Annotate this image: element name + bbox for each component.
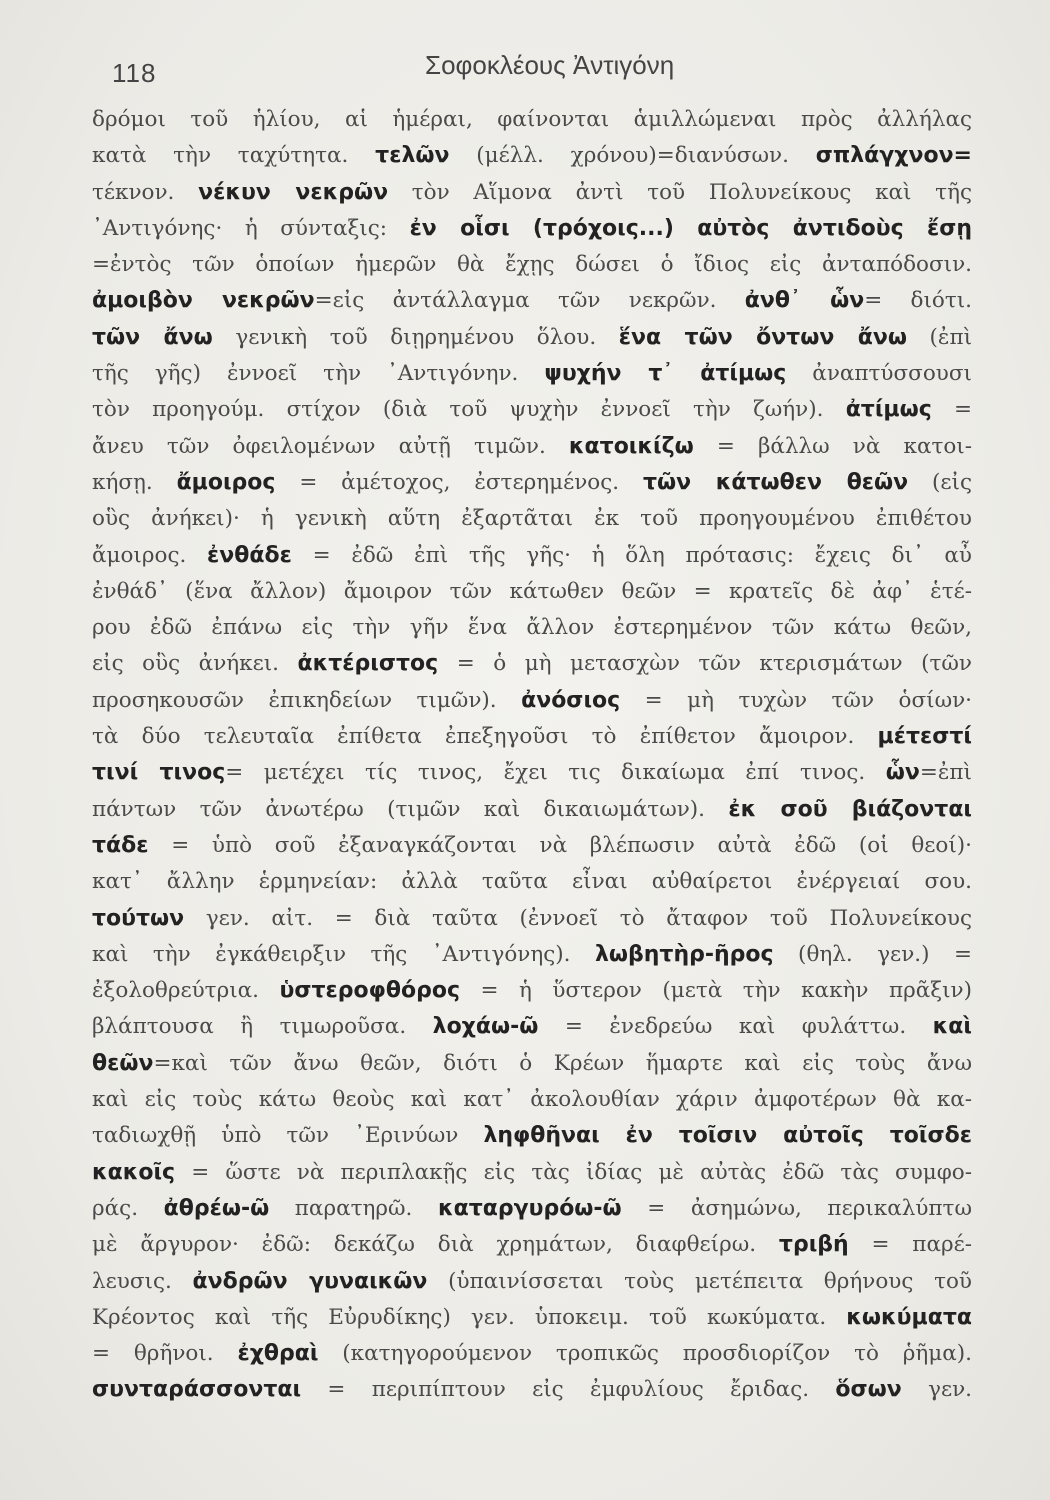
text-line bbox=[92, 1191, 972, 1227]
text-line bbox=[92, 1082, 972, 1118]
text-line bbox=[92, 1155, 972, 1191]
gloss-text: ρου ἐδῶ ἐπάνω εἰς τὴν γῆν ἕνα ἄλλον ἐστερημένον τῶν κάτω θεῶν, bbox=[92, 615, 972, 641]
gloss-text: = bbox=[931, 397, 972, 423]
lemma-headword: ἀμοιβὸν νεκρῶν bbox=[92, 288, 315, 314]
gloss-text: προσηκουσῶν ἐπικηδείων τιμῶν). bbox=[92, 687, 522, 713]
text-line bbox=[92, 864, 972, 900]
gloss-text: (μέλλ. χρόνου)=διανύσων. bbox=[449, 143, 816, 169]
gloss-text: ἐνθάδ᾿ (ἕνα ἄλλον) ἄμοιρον τῶν κάτωθεν θεῶν = κρατεῖς δὲ ἀφ᾿ ἑτέ- bbox=[92, 578, 972, 604]
gloss-text: εἰς οὓς ἀνήκει. bbox=[92, 651, 298, 677]
lemma-headword: θεῶν bbox=[92, 1050, 154, 1076]
lemma-headword: κατοικίζω bbox=[568, 433, 694, 459]
lemma-headword: σπλάγχνον= bbox=[815, 143, 972, 169]
page-number: 118 bbox=[112, 58, 157, 88]
gloss-text: = περιπίπτουν εἰς ἐμφυλίους ἔριδας. bbox=[301, 1377, 836, 1403]
text-line bbox=[92, 247, 972, 283]
text-line bbox=[92, 719, 972, 755]
lemma-headword: κωκύματα bbox=[846, 1304, 972, 1330]
lemma-headword: τάδε bbox=[92, 832, 149, 858]
text-line bbox=[92, 1264, 972, 1300]
lemma-headword: καταργυρόω-ῶ bbox=[437, 1195, 622, 1221]
text-line bbox=[92, 175, 972, 211]
gloss-text: τέκνον. bbox=[92, 179, 199, 205]
gloss-text: τῆς γῆς) ἐννοεῖ τὴν ᾿Αντιγόνην. bbox=[92, 361, 545, 387]
gloss-text: = διότι. bbox=[864, 288, 972, 314]
text-line bbox=[92, 973, 972, 1009]
lemma-headword: κακοῖς bbox=[92, 1159, 176, 1185]
text-line bbox=[92, 792, 972, 828]
lemma-headword: ἐχθραὶ bbox=[237, 1341, 319, 1367]
lemma-headword: τῶν κάτωθεν θεῶν bbox=[642, 469, 909, 495]
lemma-headword: λωβητὴρ-ῆρος bbox=[594, 941, 774, 967]
lemma-headword: τούτων bbox=[92, 905, 185, 931]
gloss-text: = μὴ τυχὼν τῶν ὁσίων· bbox=[620, 687, 972, 713]
lemma-headword: μέτεστί bbox=[877, 724, 972, 750]
lemma-headword: ἐνθάδε bbox=[207, 542, 292, 568]
gloss-text: τὸν προηγούμ. στίχον (διὰ τοῦ ψυχὴν ἐννοεῖ τὴν ζωήν). bbox=[92, 397, 846, 423]
lemma-headword: ὑστεροφθόρος bbox=[279, 978, 460, 1004]
text-line bbox=[92, 646, 972, 682]
gloss-text: =εἰς ἀντάλλαγμα τῶν νεκρῶν. bbox=[314, 288, 745, 314]
gloss-text: ταδιωχθῇ ὑπὸ τῶν ᾿Ερινύων bbox=[92, 1123, 484, 1149]
text-line bbox=[92, 1227, 972, 1263]
gloss-text: ἄμοιρος. bbox=[92, 542, 208, 568]
lemma-headword: ἀνδρῶν γυναικῶν bbox=[192, 1268, 428, 1294]
text-line bbox=[92, 1300, 972, 1336]
gloss-text: τὰ δύο τελευταῖα ἐπίθετα ἐπεξηγοῦσι τὸ ἐπίθετον ἄμοιρον. bbox=[92, 724, 878, 750]
lemma-headword: ἀθρέω-ῶ bbox=[163, 1195, 270, 1221]
text-line bbox=[92, 392, 972, 428]
gloss-text: =ἐπὶ bbox=[919, 760, 972, 786]
lemma-headword: ἀνόσιος bbox=[521, 687, 621, 713]
gloss-text: = ἐνεδρεύω καὶ φυλάττω. bbox=[538, 1014, 933, 1040]
text-line bbox=[92, 1046, 972, 1082]
gloss-text: γεν. αἰτ. = διὰ ταῦτα (ἐννοεῖ τὸ ἄταφον τοῦ Πολυνείκους bbox=[184, 905, 972, 931]
lemma-headword: ἐν οἷσι (τρόχοις...) αὐτὸς ἀντιδοὺς ἔσῃ bbox=[409, 215, 972, 241]
gloss-text: = ὁ μὴ μετασχὼν τῶν κτερισμάτων (τῶν bbox=[438, 651, 972, 677]
lemma-headword: λοχάω-ῶ bbox=[432, 1014, 539, 1040]
lemma-headword: νέκυν νεκρῶν bbox=[198, 179, 389, 205]
running-title: Σοφοκλέους Ἀντιγόνη bbox=[425, 50, 675, 80]
gloss-text: (ἐπὶ bbox=[906, 324, 972, 350]
gloss-text: γενικὴ τοῦ διῃρημένου ὅλου. bbox=[212, 324, 619, 350]
lemma-headword: τελῶν bbox=[375, 143, 450, 169]
gloss-text: οὓς ἀνήκει)· ἡ γενικὴ αὕτη ἐξαρτᾶται ἐκ τοῦ προηγουμένου ἐπιθέτου bbox=[92, 506, 972, 532]
gloss-text: = μετέχει τίς τινος, ἔχει τις δικαίωμα ἐπί τινος. bbox=[225, 760, 886, 786]
gloss-text: = ἐδῶ ἐπὶ τῆς γῆς· ἡ ὅλη πρότασις: ἔχεις δι᾿ αὖ bbox=[291, 542, 972, 568]
text-line bbox=[92, 283, 972, 319]
gloss-text: κήσῃ. bbox=[92, 469, 177, 495]
lemma-headword: τῶν ἄνω bbox=[92, 324, 213, 350]
gloss-text: ἄνευ τῶν ὀφειλομένων αὐτῇ τιμῶν. bbox=[92, 433, 569, 459]
gloss-text: καὶ τὴν ἐγκάθειρξιν τῆς ᾿Αντιγόνης). bbox=[92, 941, 595, 967]
lemma-headword: συνταράσσονται bbox=[92, 1377, 302, 1403]
gloss-text: παρατηρῶ. bbox=[269, 1195, 438, 1221]
text-line bbox=[92, 1336, 972, 1372]
text-line bbox=[92, 102, 972, 138]
text-line bbox=[92, 320, 972, 356]
gloss-text: μὲ ἄργυρον· ἐδῶ: δεκάζω διὰ χρημάτων, διαφθείρω. bbox=[92, 1232, 779, 1258]
text-line bbox=[92, 138, 972, 174]
gloss-text: βλάπτουσα ἢ τιμωροῦσα. bbox=[92, 1014, 433, 1040]
text-line bbox=[92, 755, 972, 791]
text-line bbox=[92, 356, 972, 392]
gloss-text: =ἐντὸς τῶν ὁποίων ἡμερῶν θὰ ἔχῃς δώσει ὁ ἴδιος εἰς ἀνταπόδοσιν. bbox=[92, 252, 972, 278]
gloss-text: λευσις. bbox=[92, 1268, 193, 1294]
text-line bbox=[92, 1118, 972, 1154]
gloss-text: ἀναπτύσσουσι bbox=[786, 361, 972, 387]
gloss-text: = βάλλω νὰ κατοι- bbox=[693, 433, 972, 459]
lemma-headword: τριβή bbox=[778, 1232, 849, 1258]
gloss-text: = παρέ- bbox=[848, 1232, 972, 1258]
lemma-headword: ἀτίμως bbox=[845, 397, 932, 423]
gloss-text: ᾿Αντιγόνης· ἡ σύνταξις: bbox=[92, 215, 410, 241]
lemma-headword: ψυχήν τ᾿ ἀτίμως bbox=[544, 361, 787, 387]
gloss-text: = ὑπὸ σοῦ ἐξαναγκάζονται νὰ βλέπωσιν αὐτὰ ἐδῶ (οἱ θεοί)· bbox=[148, 832, 972, 858]
text-line bbox=[92, 828, 972, 864]
gloss-text: = ἀσημώνω, περικαλύπτω bbox=[621, 1195, 972, 1221]
text-line bbox=[92, 501, 972, 537]
gloss-text: (θηλ. γεν.) = bbox=[773, 941, 972, 967]
gloss-text: (εἰς bbox=[908, 469, 972, 495]
gloss-text: =καὶ τῶν ἄνω θεῶν, διότι ὁ Κρέων ἥμαρτε καὶ εἰς τοὺς ἄνω bbox=[153, 1050, 972, 1076]
text-line bbox=[92, 465, 972, 501]
gloss-text: ἐξολοθρεύτρια. bbox=[92, 978, 280, 1004]
gloss-text: δρόμοι τοῦ ἡλίου, αἱ ἡμέραι, φαίνονται ἁμιλλώμεναι πρὸς ἀλλήλας bbox=[92, 107, 972, 132]
gloss-text: Κρέοντος καὶ τῆς Εὐρυδίκης) γεν. ὑποκειμ. τοῦ κωκύματα. bbox=[92, 1304, 847, 1330]
lemma-headword: τινί τινος bbox=[92, 760, 226, 786]
gloss-text: = ἀμέτοχος, ἐστερημένος. bbox=[275, 469, 643, 495]
lemma-headword: καὶ bbox=[932, 1014, 972, 1040]
gloss-text: = θρῆνοι. bbox=[92, 1341, 238, 1367]
text-line bbox=[92, 429, 972, 465]
text-line bbox=[92, 683, 972, 719]
text-line bbox=[92, 1372, 972, 1408]
lemma-headword: ληφθῆναι ἐν τοῖσιν αὐτοῖς τοῖσδε bbox=[483, 1123, 972, 1149]
text-line bbox=[92, 211, 972, 247]
lemma-headword: ὧν bbox=[885, 760, 920, 786]
lemma-headword: ἀνθ᾿ ὧν bbox=[744, 288, 865, 314]
page-header bbox=[0, 48, 1050, 88]
gloss-text: (κατηγορούμενον τροπικῶς προσδιορίζον τὸ ῥῆμα). bbox=[318, 1341, 972, 1367]
gloss-text: = ἡ ὕστερον (μετὰ τὴν κακὴν πρᾶξιν) bbox=[460, 978, 972, 1004]
text-line bbox=[92, 538, 972, 574]
text-line bbox=[92, 901, 972, 937]
commentary-body bbox=[92, 102, 972, 1409]
text-line bbox=[92, 574, 972, 610]
gloss-text: = ὥστε νὰ περιπλακῇς εἰς τὰς ἰδίας μὲ αὐτὰς ἐδῶ τὰς συμφο- bbox=[175, 1159, 972, 1185]
lemma-headword: ἀκτέριστος bbox=[297, 651, 439, 677]
lemma-headword: ὅσων bbox=[835, 1377, 902, 1403]
text-line bbox=[92, 610, 972, 646]
gloss-text: τὸν Αἵμονα ἀντὶ τοῦ Πολυνείκους καὶ τῆς bbox=[388, 179, 972, 205]
gloss-text: γεν. bbox=[901, 1377, 972, 1403]
lemma-headword: ἐκ σοῦ βιάζονται bbox=[728, 796, 972, 822]
text-line bbox=[92, 937, 972, 973]
gloss-text: (ὑπαινίσσεται τοὺς μετέπειτα θρήνους τοῦ bbox=[427, 1268, 972, 1294]
text-line bbox=[92, 1009, 972, 1045]
gloss-text: ράς. bbox=[92, 1195, 164, 1221]
lemma-headword: ἕνα τῶν ὄντων ἄνω bbox=[618, 324, 907, 350]
gloss-text: πάντων τῶν ἀνωτέρω (τιμῶν καὶ δικαιωμάτων). bbox=[92, 796, 729, 822]
gloss-text: κατὰ τὴν ταχύτητα. bbox=[92, 143, 376, 169]
gloss-text: καὶ εἰς τοὺς κάτω θεοὺς καὶ κατ᾿ ἀκολουθίαν χάριν ἀμφοτέρων θὰ κα- bbox=[92, 1087, 972, 1113]
gloss-text: κατ᾿ ἄλλην ἑρμηνείαν: ἀλλὰ ταῦτα εἶναι αὐθαίρετοι ἐνέργειαί σου. bbox=[92, 869, 972, 895]
lemma-headword: ἄμοιρος bbox=[176, 469, 276, 495]
